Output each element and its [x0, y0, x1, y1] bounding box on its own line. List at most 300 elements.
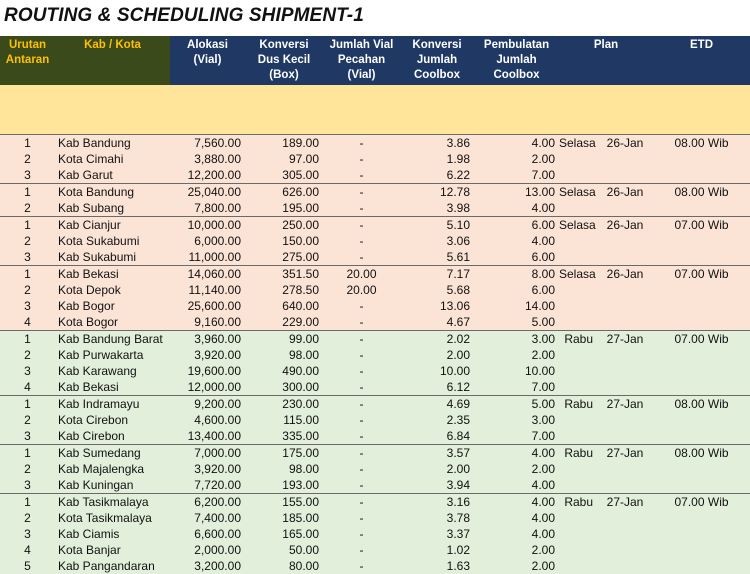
row-number: 1: [0, 134, 55, 151]
row-kab-kota: Kota Cirebon: [55, 412, 170, 428]
row-jumlah-vial-pecahan: -: [323, 347, 400, 363]
row-kab-kota: Kab Bogor: [55, 298, 170, 314]
row-etd: [653, 542, 750, 558]
row-number: 4: [0, 379, 55, 396]
row-etd: 08.00 Wib: [653, 183, 750, 200]
row-konversi-coolbox: 3.16: [400, 493, 474, 510]
row-alokasi: 7,720.00: [170, 477, 245, 494]
row-plan-date: 27-Jan: [597, 330, 653, 347]
row-pembulatan-coolbox: 2.00: [474, 347, 559, 363]
row-kab-kota: Kab Karawang: [55, 363, 170, 379]
row-number: 4: [0, 314, 55, 331]
row-konversi-coolbox: 3.37: [400, 526, 474, 542]
header-jumlah-vial: Jumlah Vial Pecahan (Vial): [323, 36, 400, 85]
row-plan-date: [597, 412, 653, 428]
row-plan-date: [597, 249, 653, 266]
row-kab-kota: Kab Bekasi: [55, 379, 170, 396]
row-alokasi: 7,800.00: [170, 200, 245, 217]
row-jumlah-vial-pecahan: -: [323, 249, 400, 266]
row-konversi-box: 185.00: [245, 510, 323, 526]
row-konversi-coolbox: 6.12: [400, 379, 474, 396]
table-row: [0, 200, 750, 217]
row-jumlah-vial-pecahan: -: [323, 558, 400, 574]
row-konversi-box: 275.00: [245, 249, 323, 266]
row-jumlah-vial-pecahan: -: [323, 412, 400, 428]
row-konversi-coolbox: 2.02: [400, 330, 474, 347]
row-konversi-coolbox: 12.78: [400, 183, 474, 200]
row-etd: [653, 347, 750, 363]
row-etd: [653, 314, 750, 331]
table-row: [0, 510, 750, 526]
row-jumlah-vial-pecahan: -: [323, 233, 400, 249]
row-konversi-box: 305.00: [245, 167, 323, 184]
row-kab-kota: Kab Bekasi: [55, 265, 170, 282]
row-konversi-box: 278.50: [245, 282, 323, 298]
row-plan-day: Rabu: [559, 444, 597, 461]
row-kab-kota: Kab Cirebon: [55, 428, 170, 445]
row-number: 5: [0, 558, 55, 574]
row-pembulatan-coolbox: 2.00: [474, 542, 559, 558]
row-plan-date: 27-Jan: [597, 395, 653, 412]
row-konversi-box: 490.00: [245, 363, 323, 379]
row-number: 4: [0, 542, 55, 558]
header-konversi-coolbox: Konversi Jumlah Coolbox: [400, 36, 474, 85]
table-row: [0, 249, 750, 266]
row-konversi-box: 155.00: [245, 493, 323, 510]
table-row: [0, 330, 750, 347]
header-row: [0, 36, 750, 85]
row-kab-kota: Kab Pangandaran: [55, 558, 170, 574]
row-kab-kota: Kab Sukabumi: [55, 249, 170, 266]
row-alokasi: 4,600.00: [170, 412, 245, 428]
row-konversi-coolbox: 10.00: [400, 363, 474, 379]
row-plan-date: [597, 363, 653, 379]
row-konversi-coolbox: 3.78: [400, 510, 474, 526]
row-jumlah-vial-pecahan: -: [323, 477, 400, 494]
row-konversi-coolbox: 3.98: [400, 200, 474, 217]
row-etd: 07.00 Wib: [653, 216, 750, 233]
row-alokasi: 7,000.00: [170, 444, 245, 461]
row-etd: 07.00 Wib: [653, 330, 750, 347]
row-number: 2: [0, 510, 55, 526]
table-row: [0, 558, 750, 574]
row-plan-day: [559, 249, 597, 266]
row-jumlah-vial-pecahan: -: [323, 461, 400, 477]
row-konversi-coolbox: 5.68: [400, 282, 474, 298]
row-plan-day: [559, 558, 597, 574]
row-kab-kota: Kab Bandung: [55, 134, 170, 151]
row-plan-date: [597, 510, 653, 526]
row-konversi-coolbox: 6.22: [400, 167, 474, 184]
row-jumlah-vial-pecahan: -: [323, 395, 400, 412]
row-pembulatan-coolbox: 14.00: [474, 298, 559, 314]
row-plan-date: [597, 167, 653, 184]
row-alokasi: 2,000.00: [170, 542, 245, 558]
row-number: 2: [0, 151, 55, 167]
row-kab-kota: Kab Garut: [55, 167, 170, 184]
row-kab-kota: Kab Purwakarta: [55, 347, 170, 363]
row-pembulatan-coolbox: 6.00: [474, 282, 559, 298]
row-kab-kota: Kab Ciamis: [55, 526, 170, 542]
row-number: 3: [0, 249, 55, 266]
row-plan-date: [597, 298, 653, 314]
row-alokasi: 11,140.00: [170, 282, 245, 298]
row-jumlah-vial-pecahan: -: [323, 526, 400, 542]
row-alokasi: 9,160.00: [170, 314, 245, 331]
table-row: [0, 183, 750, 200]
row-number: 2: [0, 282, 55, 298]
row-alokasi: 25,040.00: [170, 183, 245, 200]
row-etd: [653, 477, 750, 494]
table-row: [0, 428, 750, 445]
row-number: 3: [0, 167, 55, 184]
row-jumlah-vial-pecahan: -: [323, 493, 400, 510]
row-konversi-box: 626.00: [245, 183, 323, 200]
table-row: [0, 379, 750, 396]
row-kab-kota: Kab Kuningan: [55, 477, 170, 494]
row-plan-date: [597, 428, 653, 445]
row-etd: [653, 379, 750, 396]
row-etd: [653, 461, 750, 477]
row-konversi-coolbox: 3.94: [400, 477, 474, 494]
row-konversi-coolbox: 2.00: [400, 461, 474, 477]
row-etd: [653, 526, 750, 542]
row-konversi-box: 230.00: [245, 395, 323, 412]
table-row: [0, 477, 750, 494]
row-plan-date: [597, 526, 653, 542]
table-row: [0, 347, 750, 363]
row-plan-day: [559, 200, 597, 217]
row-jumlah-vial-pecahan: -: [323, 167, 400, 184]
row-etd: [653, 412, 750, 428]
row-etd: 07.00 Wib: [653, 493, 750, 510]
row-jumlah-vial-pecahan: -: [323, 379, 400, 396]
row-plan-date: 27-Jan: [597, 444, 653, 461]
row-alokasi: 3,200.00: [170, 558, 245, 574]
row-jumlah-vial-pecahan: -: [323, 151, 400, 167]
row-kab-kota: Kab Cianjur: [55, 216, 170, 233]
row-plan-date: [597, 347, 653, 363]
row-konversi-coolbox: 2.35: [400, 412, 474, 428]
table-body: [0, 134, 750, 574]
row-alokasi: 3,960.00: [170, 330, 245, 347]
row-pembulatan-coolbox: 5.00: [474, 314, 559, 331]
table-row: [0, 167, 750, 184]
header-etd: ETD: [653, 36, 750, 85]
row-etd: [653, 233, 750, 249]
row-pembulatan-coolbox: 3.00: [474, 330, 559, 347]
row-alokasi: 10,000.00: [170, 216, 245, 233]
row-pembulatan-coolbox: 4.00: [474, 510, 559, 526]
row-konversi-coolbox: 6.84: [400, 428, 474, 445]
row-plan-day: [559, 167, 597, 184]
row-plan-date: 26-Jan: [597, 134, 653, 151]
row-etd: 08.00 Wib: [653, 134, 750, 151]
table-row: [0, 151, 750, 167]
row-konversi-box: 229.00: [245, 314, 323, 331]
row-number: 1: [0, 216, 55, 233]
row-pembulatan-coolbox: 4.00: [474, 526, 559, 542]
row-konversi-coolbox: 3.06: [400, 233, 474, 249]
row-pembulatan-coolbox: 6.00: [474, 216, 559, 233]
row-pembulatan-coolbox: 4.00: [474, 477, 559, 494]
row-etd: [653, 558, 750, 574]
row-konversi-coolbox: 5.61: [400, 249, 474, 266]
row-alokasi: 6,200.00: [170, 493, 245, 510]
row-pembulatan-coolbox: 7.00: [474, 379, 559, 396]
row-pembulatan-coolbox: 2.00: [474, 558, 559, 574]
row-alokasi: 3,920.00: [170, 347, 245, 363]
row-alokasi: 12,000.00: [170, 379, 245, 396]
row-plan-day: Rabu: [559, 395, 597, 412]
row-konversi-box: 99.00: [245, 330, 323, 347]
row-jumlah-vial-pecahan: -: [323, 134, 400, 151]
row-plan-day: [559, 233, 597, 249]
row-alokasi: 3,880.00: [170, 151, 245, 167]
row-number: 1: [0, 183, 55, 200]
row-pembulatan-coolbox: 10.00: [474, 363, 559, 379]
header-pembulatan: Pembulatan Jumlah Coolbox: [474, 36, 559, 85]
row-plan-day: [559, 298, 597, 314]
row-konversi-box: 175.00: [245, 444, 323, 461]
row-jumlah-vial-pecahan: -: [323, 363, 400, 379]
row-jumlah-vial-pecahan: -: [323, 200, 400, 217]
row-konversi-coolbox: 1.98: [400, 151, 474, 167]
row-plan-day: [559, 542, 597, 558]
table-row: [0, 395, 750, 412]
row-konversi-box: 98.00: [245, 461, 323, 477]
row-konversi-box: 150.00: [245, 233, 323, 249]
row-alokasi: 3,920.00: [170, 461, 245, 477]
header-separator: [0, 85, 750, 134]
row-konversi-coolbox: 5.10: [400, 216, 474, 233]
row-konversi-coolbox: 4.67: [400, 314, 474, 331]
row-kab-kota: Kab Bandung Barat: [55, 330, 170, 347]
row-plan-date: [597, 461, 653, 477]
row-pembulatan-coolbox: 8.00: [474, 265, 559, 282]
page-title: ROUTING & SCHEDULING SHIPMENT-1: [4, 5, 364, 26]
table-row: [0, 282, 750, 298]
row-jumlah-vial-pecahan: -: [323, 298, 400, 314]
table-row: [0, 298, 750, 314]
row-alokasi: 14,060.00: [170, 265, 245, 282]
header-alokasi: Alokasi (Vial): [170, 36, 245, 85]
row-jumlah-vial-pecahan: -: [323, 444, 400, 461]
table-row: [0, 134, 750, 151]
row-number: 3: [0, 526, 55, 542]
row-pembulatan-coolbox: 4.00: [474, 233, 559, 249]
row-number: 2: [0, 200, 55, 217]
table-row: [0, 542, 750, 558]
row-jumlah-vial-pecahan: -: [323, 542, 400, 558]
row-kab-kota: Kota Tasikmalaya: [55, 510, 170, 526]
row-number: 2: [0, 461, 55, 477]
row-alokasi: 7,560.00: [170, 134, 245, 151]
table-row: [0, 526, 750, 542]
row-etd: [653, 167, 750, 184]
row-number: 1: [0, 493, 55, 510]
table-row: [0, 461, 750, 477]
row-plan-day: [559, 151, 597, 167]
table-row: [0, 233, 750, 249]
table-row: [0, 444, 750, 461]
row-kab-kota: Kota Bogor: [55, 314, 170, 331]
header-konversi-dus: Konversi Dus Kecil (Box): [245, 36, 323, 85]
row-number: 3: [0, 428, 55, 445]
row-etd: [653, 200, 750, 217]
row-plan-day: [559, 477, 597, 494]
row-etd: 07.00 Wib: [653, 265, 750, 282]
row-plan-day: [559, 526, 597, 542]
row-alokasi: 6,000.00: [170, 233, 245, 249]
row-number: 3: [0, 298, 55, 314]
row-etd: [653, 298, 750, 314]
row-number: 3: [0, 477, 55, 494]
row-pembulatan-coolbox: 2.00: [474, 461, 559, 477]
row-alokasi: 25,600.00: [170, 298, 245, 314]
row-plan-date: [597, 379, 653, 396]
row-konversi-coolbox: 2.00: [400, 347, 474, 363]
row-konversi-box: 300.00: [245, 379, 323, 396]
row-etd: [653, 428, 750, 445]
row-kab-kota: Kota Banjar: [55, 542, 170, 558]
row-plan-day: Rabu: [559, 330, 597, 347]
row-jumlah-vial-pecahan: -: [323, 314, 400, 331]
row-etd: [653, 510, 750, 526]
row-pembulatan-coolbox: 4.00: [474, 444, 559, 461]
row-number: 2: [0, 412, 55, 428]
row-pembulatan-coolbox: 5.00: [474, 395, 559, 412]
row-plan-day: Selasa: [559, 217, 596, 232]
row-konversi-box: 115.00: [245, 412, 323, 428]
row-etd: 08.00 Wib: [653, 395, 750, 412]
header-urutan: Urutan Antaran: [0, 36, 55, 85]
row-plan-date: 26-Jan: [597, 216, 653, 233]
row-konversi-box: 351.50: [245, 265, 323, 282]
row-kab-kota: Kab Majalengka: [55, 461, 170, 477]
row-alokasi: 9,200.00: [170, 395, 245, 412]
row-pembulatan-coolbox: 13.00: [474, 183, 559, 200]
row-number: 2: [0, 233, 55, 249]
row-number: 1: [0, 330, 55, 347]
row-jumlah-vial-pecahan: -: [323, 330, 400, 347]
row-konversi-box: 189.00: [245, 134, 323, 151]
header-kab-kota: Kab / Kota: [55, 36, 170, 85]
row-jumlah-vial-pecahan: -: [323, 183, 400, 200]
row-konversi-coolbox: 13.06: [400, 298, 474, 314]
row-plan-day: Selasa: [559, 184, 596, 199]
row-plan-date: [597, 558, 653, 574]
row-kab-kota: Kota Bandung: [55, 183, 170, 200]
row-plan-day: [559, 363, 597, 379]
row-pembulatan-coolbox: 4.00: [474, 200, 559, 217]
row-kab-kota: Kota Depok: [55, 282, 170, 298]
row-konversi-box: 335.00: [245, 428, 323, 445]
row-plan-day: [559, 314, 597, 331]
row-plan-day: [559, 282, 597, 298]
row-kab-kota: Kab Tasikmalaya: [55, 493, 170, 510]
row-konversi-coolbox: 3.86: [400, 134, 474, 151]
row-plan-date: [597, 542, 653, 558]
row-plan-date: [597, 477, 653, 494]
row-plan-day: [559, 379, 597, 396]
row-kab-kota: Kab Subang: [55, 200, 170, 217]
row-etd: [653, 282, 750, 298]
row-pembulatan-coolbox: 7.00: [474, 167, 559, 184]
row-kab-kota: Kab Indramayu: [55, 395, 170, 412]
row-pembulatan-coolbox: 4.00: [474, 134, 559, 151]
row-plan-date: [597, 233, 653, 249]
header-plan: Plan: [559, 36, 653, 85]
row-jumlah-vial-pecahan: -: [323, 216, 400, 233]
row-konversi-box: 80.00: [245, 558, 323, 574]
row-konversi-box: 97.00: [245, 151, 323, 167]
row-alokasi: 6,600.00: [170, 526, 245, 542]
row-konversi-coolbox: 1.63: [400, 558, 474, 574]
row-number: 1: [0, 444, 55, 461]
row-etd: [653, 249, 750, 266]
table-row: [0, 363, 750, 379]
row-plan-day: Selasa: [559, 135, 596, 150]
row-number: 1: [0, 395, 55, 412]
row-plan-day: [559, 428, 597, 445]
table-row: [0, 412, 750, 428]
row-kab-kota: Kab Sumedang: [55, 444, 170, 461]
row-pembulatan-coolbox: 3.00: [474, 412, 559, 428]
row-etd: 08.00 Wib: [653, 444, 750, 461]
row-pembulatan-coolbox: 6.00: [474, 249, 559, 266]
row-konversi-box: 165.00: [245, 526, 323, 542]
row-plan-date: [597, 151, 653, 167]
row-plan-day: [559, 461, 597, 477]
row-konversi-box: 250.00: [245, 216, 323, 233]
row-plan-day: Rabu: [559, 493, 597, 510]
row-plan-day: [559, 412, 597, 428]
row-konversi-coolbox: 1.02: [400, 542, 474, 558]
row-plan-date: [597, 314, 653, 331]
row-jumlah-vial-pecahan: 20.00: [323, 265, 400, 282]
row-plan-day: [559, 510, 597, 526]
row-konversi-coolbox: 3.57: [400, 444, 474, 461]
row-alokasi: 7,400.00: [170, 510, 245, 526]
row-alokasi: 11,000.00: [170, 249, 245, 266]
row-plan-date: [597, 282, 653, 298]
row-alokasi: 19,600.00: [170, 363, 245, 379]
row-konversi-coolbox: 4.69: [400, 395, 474, 412]
row-konversi-box: 195.00: [245, 200, 323, 217]
row-konversi-box: 193.00: [245, 477, 323, 494]
row-number: 2: [0, 347, 55, 363]
row-plan-date: 27-Jan: [597, 493, 653, 510]
row-kab-kota: Kota Sukabumi: [55, 233, 170, 249]
row-pembulatan-coolbox: 7.00: [474, 428, 559, 445]
row-pembulatan-coolbox: 4.00: [474, 493, 559, 510]
table-row: [0, 493, 750, 510]
row-plan-date: [597, 200, 653, 217]
row-number: 3: [0, 363, 55, 379]
row-plan-date: 26-Jan: [597, 265, 653, 282]
table-row: [0, 216, 750, 233]
row-konversi-box: 50.00: [245, 542, 323, 558]
table-row: [0, 265, 750, 282]
row-alokasi: 12,200.00: [170, 167, 245, 184]
row-alokasi: 13,400.00: [170, 428, 245, 445]
row-konversi-box: 640.00: [245, 298, 323, 314]
row-plan-day: [559, 347, 597, 363]
table-row: [0, 314, 750, 331]
row-jumlah-vial-pecahan: 20.00: [323, 282, 400, 298]
shipment-table: [0, 36, 750, 574]
